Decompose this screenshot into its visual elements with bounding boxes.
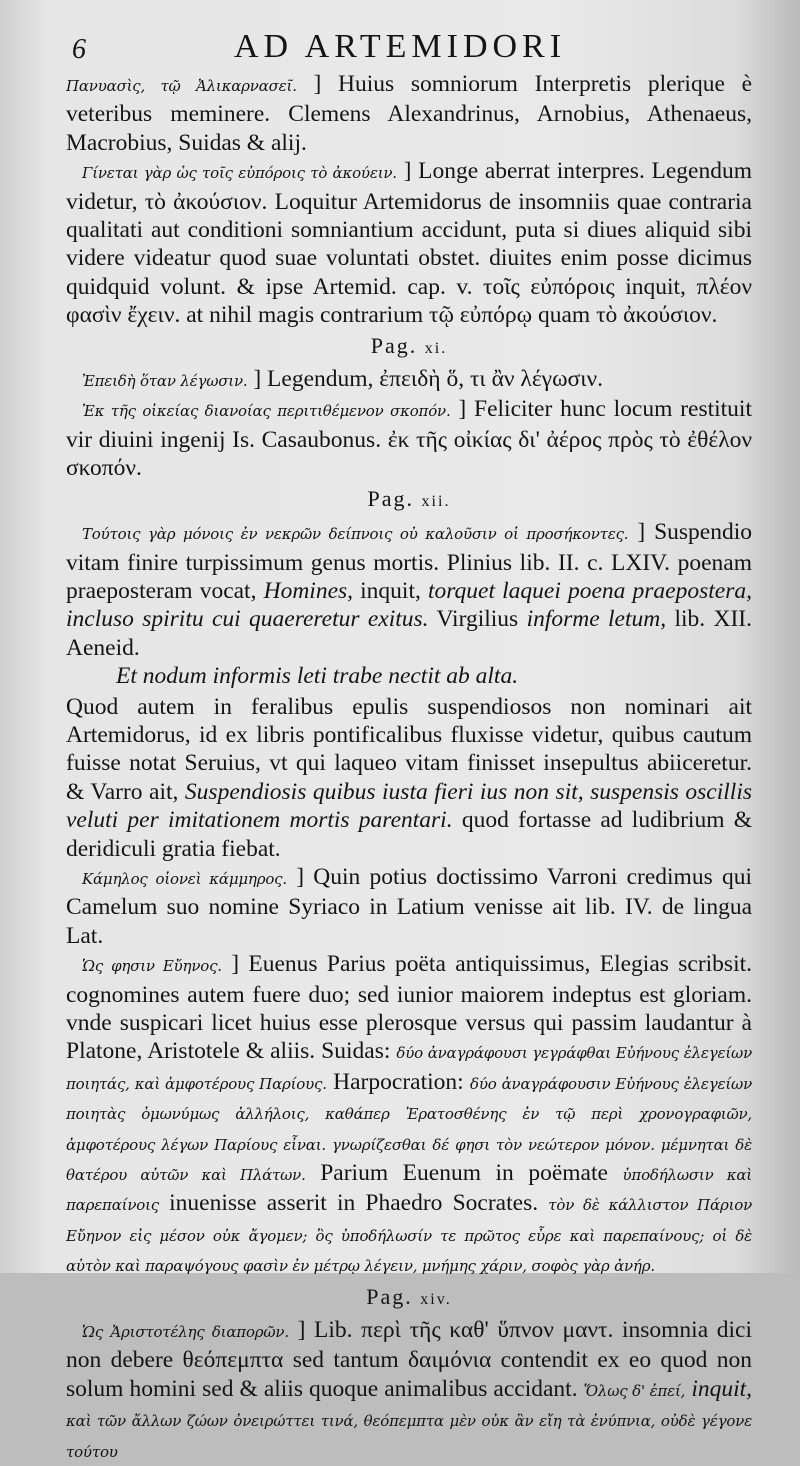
- greek-lemma: Ὡς Ἀριστοτέλης διαπορῶν.: [82, 1323, 289, 1342]
- virgil-verse: Et nodum informis leti trabe nectit ab alta.: [116, 663, 519, 690]
- note-text: Parium Euenum in poëmate: [320, 1160, 608, 1187]
- note-epeide: [66, 365, 752, 395]
- greek-lemma: Τούτοις γὰρ μόνοις ἐν νεκρῶν δείπνοις οὐ καλοῦσιν οἱ προσήκοντες.: [82, 525, 629, 544]
- section-heading-pag-xi: [66, 332, 752, 363]
- note-text: ] Euenus Parius poëta antiquissimus, Elegias scribsit. cognomines autem fuere duo; sed iunior maiorem indeptus est gloriam. vnde suspicari licet huius esse plerosque versus qui passim laudantur à Platone, Aristotele & aliis. Suidas:: [66, 951, 752, 1065]
- note-text: ] Longe aberrat interpres. Legendum videtur, τὸ ἀκούσιον. Loquitur Artemidorus de insomniis quae contraria qualitati aut conditioni somniantium accidunt, puta si diues aliquid sibi videre videatur quod suae voluntati obstet. diuites enim posse dicimus quidquid volunt. & ipse Artemid. cap. v. τοῖς εὐπόροις inquit, πλέον φασὶν ἔχειν. at nihil magis contrarium τῷ εὐπόρῳ quam τὸ ἀκούσιον.: [66, 158, 753, 329]
- italic-quote: Suspendiosis quibus iusta fieri ius non sit, suspensis oscillis veluti per imitationem mortis parentari.: [66, 778, 752, 834]
- greek-quote: Ὅλως δ' ἐπεί,: [583, 1381, 686, 1400]
- greek-lemma: Ἐκ τῆς οἰκείας διανοίας περιτιθέμενον σκοπόν.: [82, 402, 451, 421]
- commentary-text: [66, 70, 752, 1466]
- note-text: Harpocration:: [333, 1068, 464, 1095]
- running-header: AD ARTEMIDORI: [233, 28, 567, 65]
- note-ginetai: [66, 157, 752, 329]
- greek-lemma: Πανυασὶς, τῷ Ἀλικαρνασεῖ.: [66, 77, 297, 95]
- heading-word: Pag.: [366, 1283, 413, 1309]
- note-text: ] Huius somniorum Interpretis plerique è veteribus meminere. Clemens Alexandrinus, Arnobius, Athenaeus, Macrobius, Suidas & alij.: [66, 71, 753, 156]
- note-suspendiosos: [66, 693, 752, 863]
- greek-quote: δύο ἀναγράφουσιν Εὐήνους ἐλεγείων ποιητὰς ὁμωνύμως ἀλλήλοις, καθάπερ Ἐρατοσθένης ἐν τῷ περὶ χρονογραφιῶν, ἀμφοτέρους λέγων Παρίους εἶναι. γνωρίζεσθαι δέ φησι τὸν νεώτερον μόνον. μέμνηται δὲ θατέρου αὐτῶν καὶ Πλάτων.: [66, 1074, 752, 1185]
- note-text: ] Suspendio vitam finire turpissimum genus mortis. Plinius lib. II. c. LXIV. poenam praeposteram vocat,: [66, 519, 753, 604]
- heading-word: Pag.: [370, 332, 418, 358]
- note-text: Virgilius: [436, 606, 519, 633]
- note-kamelos: [66, 863, 752, 950]
- note-ek-tes-oikeias: [66, 395, 752, 482]
- section-heading-pag-xii: [66, 485, 752, 516]
- note-euenus: [66, 950, 752, 1280]
- note-text: quod fortasse ad ludibrium & deridiculi gratia fiebat.: [66, 807, 752, 862]
- note-text: ] Quin potius doctissimo Varroni credimus qui Camelum suo nomine Syriaco in Latium venisse ait lib. IV. de lingua Lat.: [66, 863, 752, 949]
- note-text: inuenisse asserit in Phaedro Socrates.: [169, 1190, 539, 1217]
- note-text: ] Legendum, ἐπειδὴ ὅ, τι ἂν λέγωσιν.: [253, 366, 604, 393]
- heading-number: xiv.: [420, 1290, 452, 1308]
- note-toutois: [66, 518, 752, 662]
- note-aristoteles: [66, 1316, 752, 1466]
- greek-quote: ὑποδήλωσιν καὶ παρεπαίνοις: [66, 1166, 752, 1215]
- note-panyasis: [66, 70, 752, 157]
- greek-lemma: Γίνεται γὰρ ὡς τοῖς εὐπόροις τὸ ἀκούειν.: [82, 164, 397, 183]
- greek-quote: τὸν δὲ κάλλιστον Πάριον Εὔηνον εἰς μέσον οὐκ ἄγομεν; ὃς ὑποδήλωσίν τε πρῶτος εὗρε καὶ παρεπαίνους; οἱ δὲ αὐτὸν καὶ παραψόγους φασὶν ἐν μέτρῳ λέγειν, μνήμης χάριν, σοφὸς γὰρ ἀνήρ.: [66, 1196, 752, 1276]
- note-text: lib. XII. Aeneid.: [66, 606, 753, 661]
- italic-quote: inquit,: [691, 1375, 753, 1402]
- note-text: ] Lib. περὶ τῆς καθ' ὕπνον μαντ. insomnia dici non debere θεόπεμπτα sed tantum δαιμόνια contendit ex eo quod non solum homini sed & aliis quoque animalibus accidant.: [66, 1317, 752, 1402]
- section-heading-pag-xiv: [66, 1283, 752, 1314]
- greek-lemma: Ἐπειδὴ ὅταν λέγωσιν.: [82, 372, 248, 391]
- greek-lemma: Κάμηλος οἱονεὶ κάμμηρος.: [82, 869, 287, 888]
- note-text: ] Feliciter hunc locum restituit vir diuini ingenij Is. Casaubonus. ἐκ τῆς οἰκίας δι' ἀέρος πρὸς τὸ ἐθέλον σκοπόν.: [66, 396, 752, 482]
- greek-quote: καὶ τῶν ἄλλων ζώων ὀνειρώττει τινά, θεόπεμπτα μὲν οὐκ ἂν εἴη τὰ ἐνύπνια, οὐδὲ γέγονε τούτου: [66, 1412, 752, 1461]
- italic-quote: Homines,: [263, 577, 354, 604]
- page-number: 6: [72, 34, 86, 65]
- greek-quote: δύο ἀναγράφουσι γεγράφθαι Εὐήνους ἐλεγείων ποιητάς, καὶ ἀμφοτέρους Παρίους.: [66, 1044, 752, 1093]
- heading-word: Pag.: [367, 485, 415, 511]
- italic-quote: informe letum,: [526, 606, 667, 633]
- note-text: inquit,: [360, 577, 421, 604]
- heading-number: xii.: [421, 492, 451, 510]
- italic-quote: torquet laquei poena praepostera, incluso spiritu cui quaereretur exitus.: [66, 577, 752, 633]
- greek-lemma: Ὡς φησιν Εὔηνος.: [82, 957, 222, 976]
- note-text: Quod autem in feralibus epulis suspendiosos non nominari ait Artemidorus, id ex libris pontificalibus fluxisse videtur, quibus cautum fuisse notat Seruius, vt qui laqueo vitam finisset insepultus abiiceretur. & Varro ait,: [66, 693, 752, 805]
- heading-number: xi.: [424, 339, 448, 357]
